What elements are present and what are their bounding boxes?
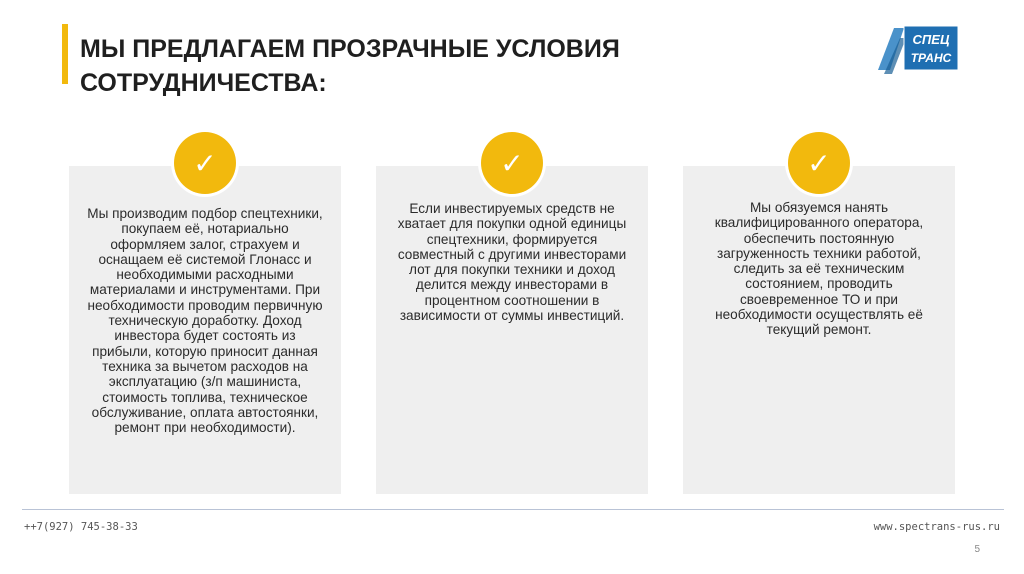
page-title [80, 32, 620, 100]
card-1 [69, 166, 341, 494]
card-2-text: Если инвестируемых средств не хватает для покупки одной единицы спецтехники, формируется совместный с другими инвесторами лот для покупки техники и доход делится между инвесторами в процентном соотношении в зависимости от суммы инвестиций. [397, 201, 627, 324]
company-logo [874, 18, 960, 78]
page-title-line-1: МЫ ПРЕДЛАГАЕМ ПРОЗРАЧНЫЕ УСЛОВИЯ [80, 35, 620, 63]
footer-phone: ++7(927) 745-38-33 [24, 521, 138, 533]
page-title-line-2: СОТРУДНИЧЕСТВА: [80, 69, 327, 97]
card-2 [376, 166, 648, 494]
footer-divider [22, 509, 1004, 510]
footer-website: www.spectrans-rus.ru [873, 521, 1000, 533]
check-icon: ✓ [174, 132, 236, 194]
logo-text-bottom: ТРАНС [910, 51, 952, 65]
logo-text-top: СПЕЦ [912, 32, 950, 47]
title-accent-bar [62, 24, 68, 84]
card-3 [683, 166, 955, 494]
card-1-text: Мы производим подбор спецтехники, покупаем её, нотариально оформляем залог, страхуем и оснащаем её системой Глонасс и необходимыми расходными материалами и инструментами. При необходимости проводим первичную техническую доработку. Доход инвестора будет состоять из прибыли, которую приносит данная техника за вычетом расходов на эксплуатацию (з/п машиниста, стоимость топлива, техническое обслуживание, оплата автостоянки, ремонт при необходимости). [87, 206, 323, 436]
card-3-text: Мы обязуемся нанять квалифицированного оператора, обеспечить постоянную загруженность техники работой, следить за её техническим состоянием, проводить своевременное ТО и при необходимости осуществлять её текущий ремонт. [714, 200, 924, 338]
check-icon: ✓ [788, 132, 850, 194]
check-icon: ✓ [481, 132, 543, 194]
page-number: 5 [974, 544, 980, 555]
